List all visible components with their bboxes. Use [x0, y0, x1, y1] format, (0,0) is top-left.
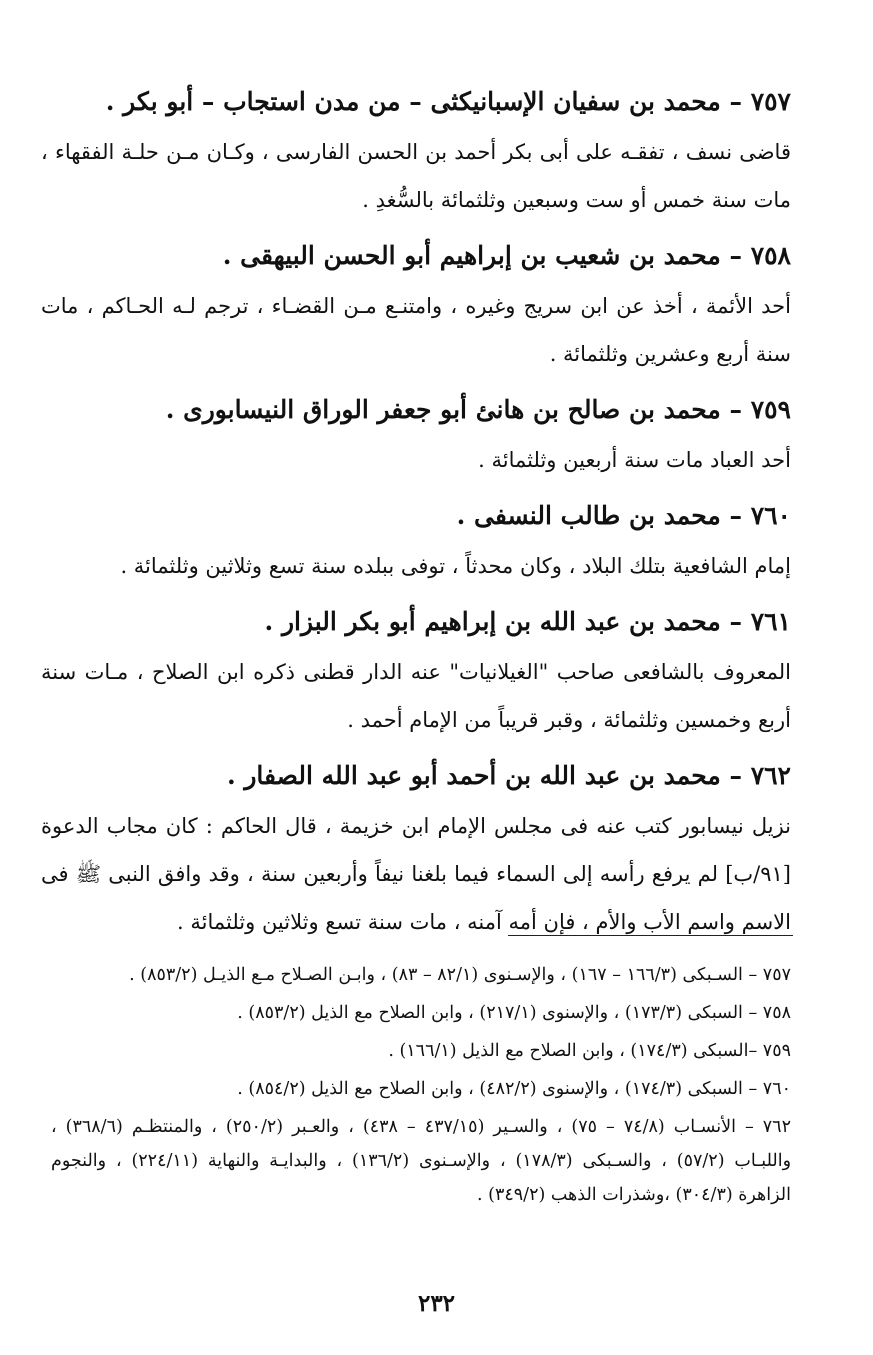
footnote: ٧٥٨ – السبكى (١٧٣/٣) ، والإسنوى (٢١٧/١) ، وابن الصلاح مع الذيل (٨٥٣/٢) .: [237, 1003, 791, 1023]
entry-body: أحد العباد مات سنة أربعين وثلثمائة .: [478, 448, 791, 472]
entry-heading: ٧٥٧ – محمد بن سفيان الإسبانيكثى – من مدن استجاب – أبو بكر .: [105, 87, 791, 116]
entry-body: إمام الشافعية بتلك البلاد ، وكان محدثاً ، توفى ببلده سنة تسع وثلاثين وثلثمائة .: [120, 554, 791, 578]
footnote: ٧٥٩ –السبكى (١٧٤/٣) ، وابن الصلاح مع الذيل (١٦٦/١) .: [388, 1041, 791, 1061]
page-number: ٢٣٢: [417, 1290, 456, 1317]
entry-heading: ٧٦١ – محمد بن عبد الله بن إبراهيم أبو بكر البزار .: [264, 607, 791, 636]
footnotes: [51, 958, 791, 1216]
entry-heading: ٧٦٢ – محمد بن عبد الله بن أحمد أبو عبد الله الصفار .: [226, 761, 791, 790]
entry-heading: ٧٥٩ – محمد بن صالح بن هانئ أبو جعفر الوراق النيسابورى .: [165, 395, 791, 424]
entry-heading: ٧٥٨ – محمد بن شعيب بن إبراهيم أبو الحسن البيهقى .: [222, 241, 791, 270]
footnote: ٧٦٠ – السبكى (١٧٤/٣) ، والإسنوى (٤٨٢/٢) ، وابن الصلاح مع الذيل (٨٥٤/٢) .: [237, 1079, 791, 1099]
entry-body: أحد الأئمة ، أخذ عن ابن سريج وغيره ، وامتنـع مـن القضـاء ، ترجم لـه الحـاكم ، مات سنة أربع وعشرين وثلثمائة .: [41, 294, 791, 366]
entry-body: قاضى نسف ، تفقـه على أبى بكر أحمد بن الحسن الفارسى ، وكـان مـن حلـة الفقهاء ، مات سنة خمس أو ست وسبعين وثلثمائة بالسُّغدِ .: [41, 140, 791, 212]
entry-body: نزيل نيسابور كتب عنه فى مجلس الإمام ابن خزيمة ، قال الحاكم : كان مجاب الدعوة [٩١/ب] لم يرفع رأسه إلى السماء فيما بلغنا نيفاً وأربعين سنة ، وقد وافق النبى ﷺ فى الاسم واسم الأب والأم ، فإن أمه آمنه ، مات سنة تسع وثلاثين وثلثمائة .: [41, 814, 791, 934]
footnote: ٧٥٧ – السـبكى (١٦٦/٣ – ١٦٧) ، والإسـنوى (٨٢/١ – ٨٣) ، وابـن الصـلاح مـع الذيـل (٨٥٣/٢) .: [129, 965, 791, 985]
biographical-entries: [41, 76, 791, 952]
entry-body: المعروف بالشافعى صاحب "الغيلانيات" عنه الدار قطنى ذكره ابن الصلاح ، مـات سنة أربع وخمسين وثلثمائة ، وقبر قريباً من الإمام أحمد .: [41, 660, 791, 732]
footnote-divider: [508, 935, 793, 936]
entry-heading: ٧٦٠ – محمد بن طالب النسفى .: [456, 501, 791, 530]
footnote: ٧٦٢ – الأنسـاب (٧٤/٨ – ٧٥) ، والسـير (٤٣٧/١٥ – ٤٣٨) ، والعـبر (٢٥٠/٢) ، والمنتظـم (٣٦٨/٦) ، واللبـاب (٥٧/٢) ، والسـبكى (١٧٨/٣) ، والإسـنوى (١٣٦/٢) ، والبدايـة والنهاية (٢٢٤/١١) ، والنجوم الزاهرة (٣٠٤/٣) ،وشذرات الذهب (٣٤٩/٢) .: [51, 1117, 792, 1205]
